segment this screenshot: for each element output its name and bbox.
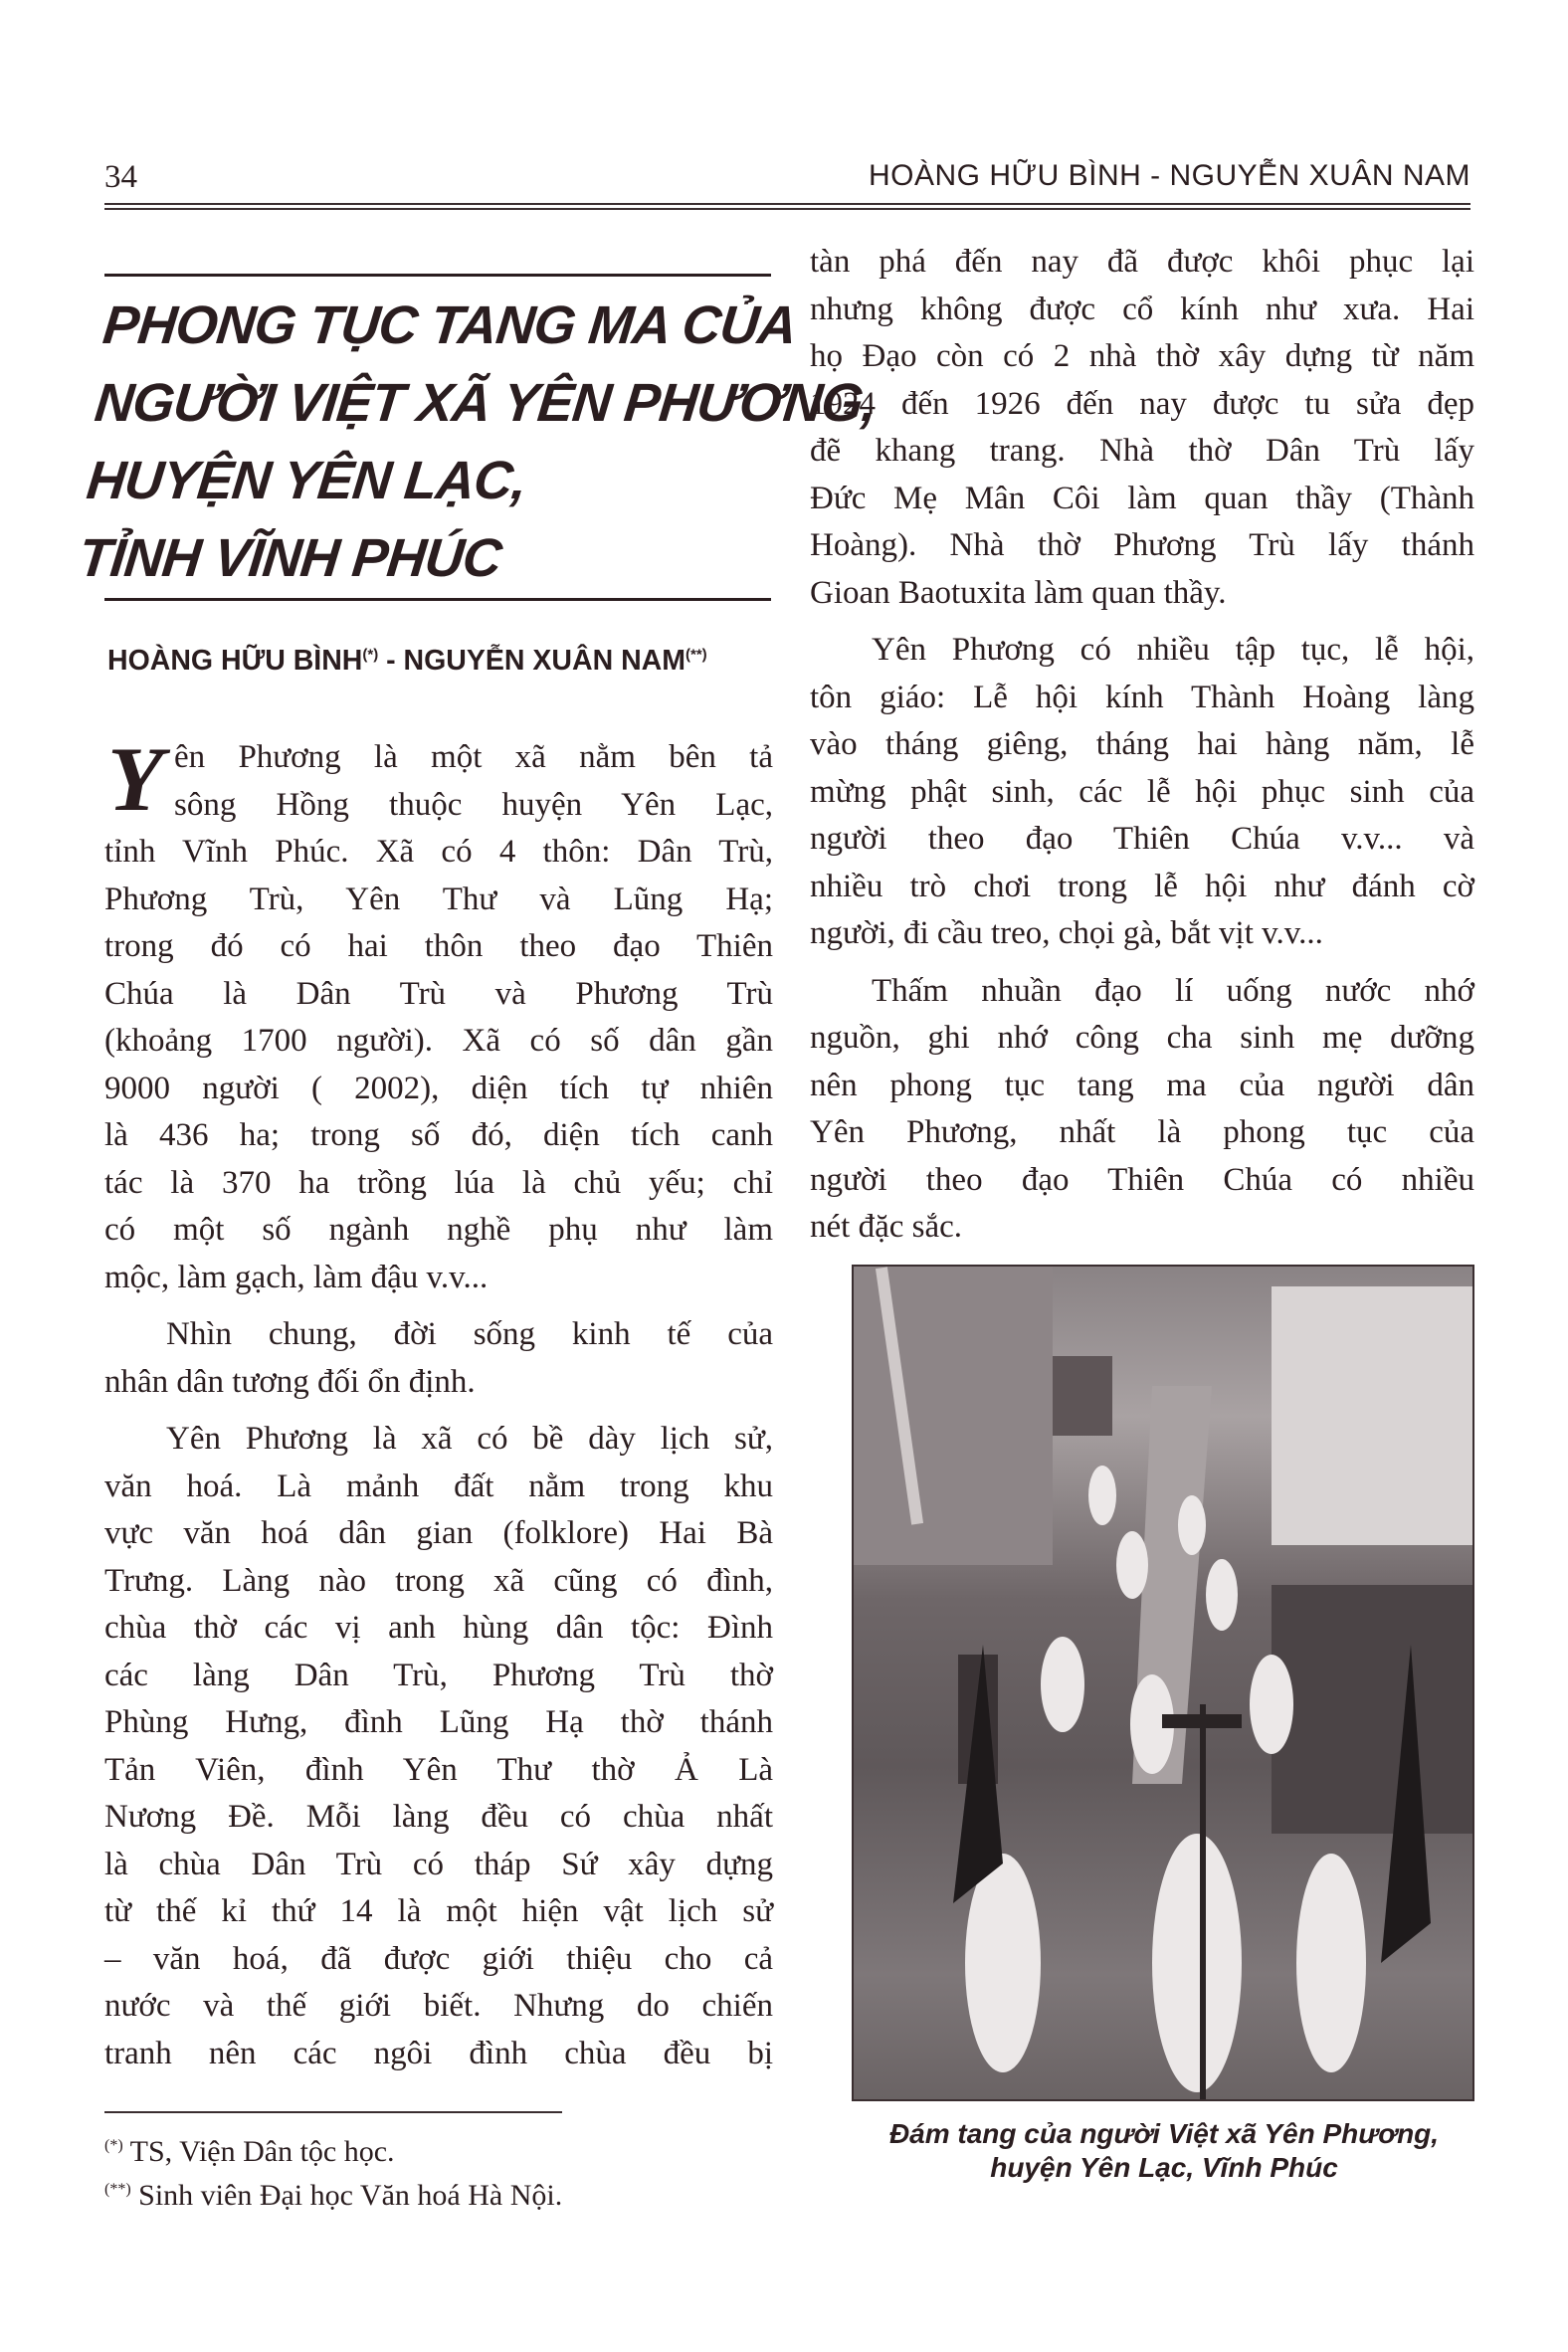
photo-illustration [854,1267,1472,2099]
text-line: là 436 ha; trong số đó, diện tích canh [104,1117,773,1153]
text-line: 1924 đến 1926 đến nay được tu sửa đẹp [810,385,1474,422]
header-double-rule [104,203,1470,210]
title-line: TỈNH VĨNH PHÚC [76,528,504,588]
text-line: từ thế kỉ thứ 14 là một hiện vật lịch sử [104,1893,773,1929]
article-title [75,287,880,597]
text-line: mộc, làm gạch, làm đậu v.v... [104,1259,489,1295]
text-line: vực văn hoá dân gian (folklore) Hai Bà [104,1515,773,1551]
photo-caption [816,2117,1512,2185]
title-line: PHONG TỤC TANG MA CỦA [99,295,800,355]
text-line: Thấm nhuần đạo lí uống nước nhớ [872,972,1474,1009]
paragraph [810,627,1474,958]
text-line: họ Đạo còn có 2 nhà thờ xây dựng từ năm [810,338,1474,374]
caption-line: huyện Yên Lạc, Vĩnh Phúc [990,2152,1338,2183]
text-line: Phương Trù, Yên Thư và Lũng Hạ; [104,881,773,917]
text-line: đẽ khang trang. Nhà thờ Dân Trù lấy [810,433,1474,469]
footnote-mark: (**) [104,2181,131,2198]
text-line: 9000 người ( 2002), diện tích tự nhiên [104,1070,773,1106]
text-line: – văn hoá, đã được giới thiệu cho cả [104,1940,773,1977]
text-line: mừng phật sinh, các lễ hội phục sinh của [810,773,1474,810]
text-line: vào tháng giêng, tháng hai hàng năm, lễ [810,726,1474,762]
text-line: văn hoá. Là mảnh đất nằm trong khu [104,1468,773,1504]
text-line: tranh nên các ngôi đình chùa đều bị [104,2035,773,2071]
page-number: 34 [104,159,137,195]
text-line: tôn giáo: Lễ hội kính Thành Hoàng làng [810,679,1474,715]
text-line: Hoàng). Nhà thờ Phương Trù lấy thánh [810,527,1474,563]
text-line: Nhìn chung, đời sống kinh tế của [166,1316,773,1352]
text-line: trong đó có hai thôn theo đạo Thiên [104,928,773,964]
text-line: Tản Viên, đình Yên Thư thờ Ả Là [104,1751,773,1788]
text-line: nhân dân tương đối ổn định. [104,1363,476,1400]
text-line: người theo đạo Thiên Chúa v.v... và [810,821,1474,857]
text-line: chùa thờ các vị anh hùng dân tộc: Đình [104,1610,773,1646]
paragraph [104,1311,773,1406]
text-line: nét đặc sắc. [810,1209,962,1245]
paragraph [810,239,1474,617]
funeral-procession-photo [852,1265,1474,2101]
title-top-rule [104,274,771,277]
author-separator: - [378,645,404,677]
text-line: Gioan Baotuxita làm quan thầy. [810,574,1227,611]
running-header: HOÀNG HỮU BÌNH - NGUYỄN XUÂN NAM [869,159,1470,192]
text-line: tàn phá đến nay đã được khôi phục lại [810,244,1474,280]
left-column [104,728,773,2087]
title-line: NGƯỜI VIỆT XÃ YÊN PHƯƠNG, [92,373,880,433]
paragraph [810,968,1474,1252]
text-line: Đức Mẹ Mân Côi làm quan thầy (Thành [810,480,1474,516]
caption-line: Đám tang của người Việt xã Yên Phương, [888,2118,1440,2149]
text-line: Trưng. Làng nào trong xã cũng có đình, [104,1562,773,1599]
text-line: các làng Dân Trù, Phương Trù thờ [104,1657,773,1693]
footnote-mark: (**) [685,646,707,664]
footnote [104,2127,562,2171]
text-line: ên Phương là một xã nằm bên tả [174,739,773,775]
footnote-text: Sinh viên Đại học Văn hoá Hà Nội. [130,2179,563,2212]
text-line: (khoảng 1700 người). Xã có số dân gần [104,1023,773,1059]
authors [107,645,707,678]
text-line: Yên Phương, nhất là phong tục của [810,1114,1474,1150]
text-line: Phùng Hưng, đình Lũng Hạ thờ thánh [104,1704,773,1740]
footnote-rule [104,2111,562,2113]
drop-cap: Y [107,728,164,830]
text-line: nhiều trò chơi trong lễ hội như đánh cờ [810,868,1474,904]
text-line: người, đi cầu treo, chọi gà, bắt vịt v.v... [810,915,1323,951]
text-line: nước và thế giới biết. Nhưng do chiến [104,1988,773,2024]
right-column [810,239,1474,1262]
text-line: Nương Đề. Mỗi làng đều có chùa nhất [104,1799,773,1835]
footnotes [104,2127,562,2215]
paragraph [104,728,773,1301]
title-bottom-rule [104,598,771,601]
footnote-text: TS, Viện Dân tộc học. [122,2135,395,2168]
text-line: nhưng không được cổ kính như xưa. Hai [810,291,1474,327]
footnote-mark: (*) [104,2137,123,2154]
text-line: tỉnh Vĩnh Phúc. Xã có 4 thôn: Dân Trù, [104,834,773,870]
author-name: HOÀNG HỮU BÌNH [107,645,363,677]
paragraph [104,1416,773,2077]
footnote [104,2171,562,2215]
text-line: tác là 370 ha trồng lúa là chủ yếu; chỉ [104,1164,773,1201]
text-line: Yên Phương là xã có bề dày lịch sử, [166,1421,773,1457]
text-line: nguồn, ghi nhớ công cha sinh mẹ dưỡng [810,1020,1474,1056]
text-line: là chùa Dân Trù có tháp Sứ xây dựng [104,1846,773,1882]
title-line: HUYỆN YÊN LẠC, [84,451,529,510]
text-line: Chúa là Dân Trù và Phương Trù [104,975,773,1012]
author-name: NGUYỄN XUÂN NAM [403,645,686,677]
text-line: Yên Phương có nhiều tập tục, lễ hội, [872,632,1474,668]
footnote-mark: (*) [362,646,379,664]
text-line: sông Hồng thuộc huyện Yên Lạc, [174,786,773,823]
text-line: có một số ngành nghề phụ như làm [104,1212,773,1248]
text-line: người theo đạo Thiên Chúa có nhiều [810,1161,1474,1198]
text-line: nên phong tục tang ma của người dân [810,1067,1474,1103]
